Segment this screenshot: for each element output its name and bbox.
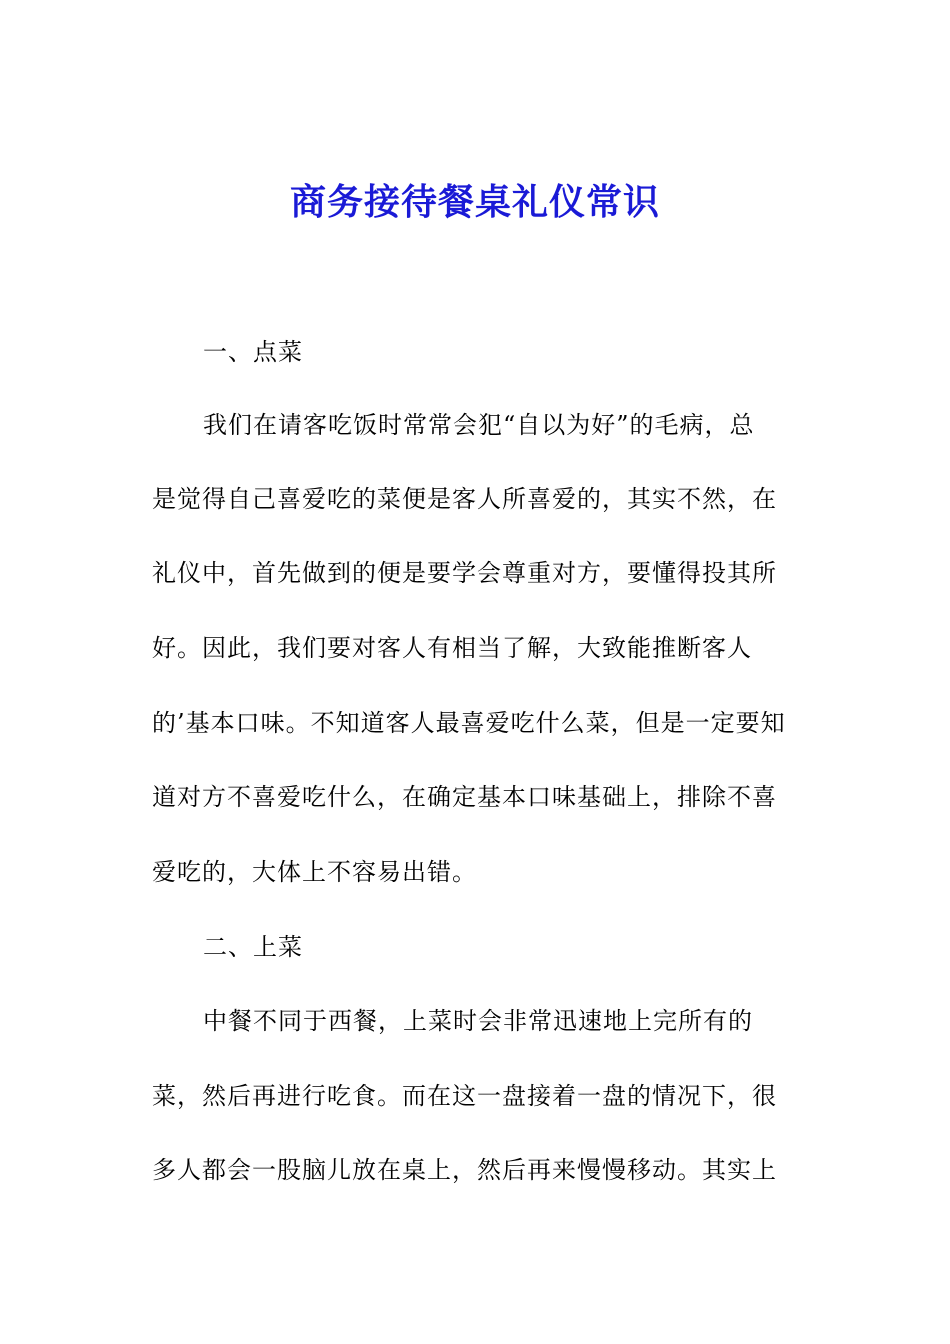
paragraph-line: 中餐不同于西餐，上菜时会非常迅速地上完所有的 [203, 1007, 753, 1035]
paragraph-line: 礼仪中，首先做到的便是要学会尊重对方，要懂得投其所 [152, 559, 777, 587]
paragraph-line: 爱吃的，大体上不容易出错。 [152, 858, 477, 886]
paragraph-line: 好。因此，我们要对客人有相当了解，大致能推断客人 [152, 634, 752, 662]
section-heading-order-dishes: 一、点菜 [203, 338, 303, 366]
paragraph-line: 的’基本口味。不知道客人最喜爱吃什么菜，但是一定要知 [152, 709, 786, 737]
paragraph-line: 是觉得自己喜爱吃的菜便是客人所喜爱的，其实不然，在 [152, 485, 777, 513]
paragraph-line: 菜，然后再进行吃食。而在这一盘接着一盘的情况下，很 [152, 1082, 777, 1110]
paragraph-line: 道对方不喜爱吃什么，在确定基本口味基础上，排除不喜 [152, 783, 777, 811]
document-title: 商务接待餐桌礼仪常识 [289, 181, 660, 223]
paragraph-line: 我们在请客吃饭时常常会犯“自以为好”的毛病，总 [203, 411, 755, 439]
paragraph-line: 多人都会一股脑儿放在桌上，然后再来慢慢移动。其实上 [152, 1156, 777, 1184]
section-heading-serve-dishes: 二、上菜 [203, 933, 303, 961]
